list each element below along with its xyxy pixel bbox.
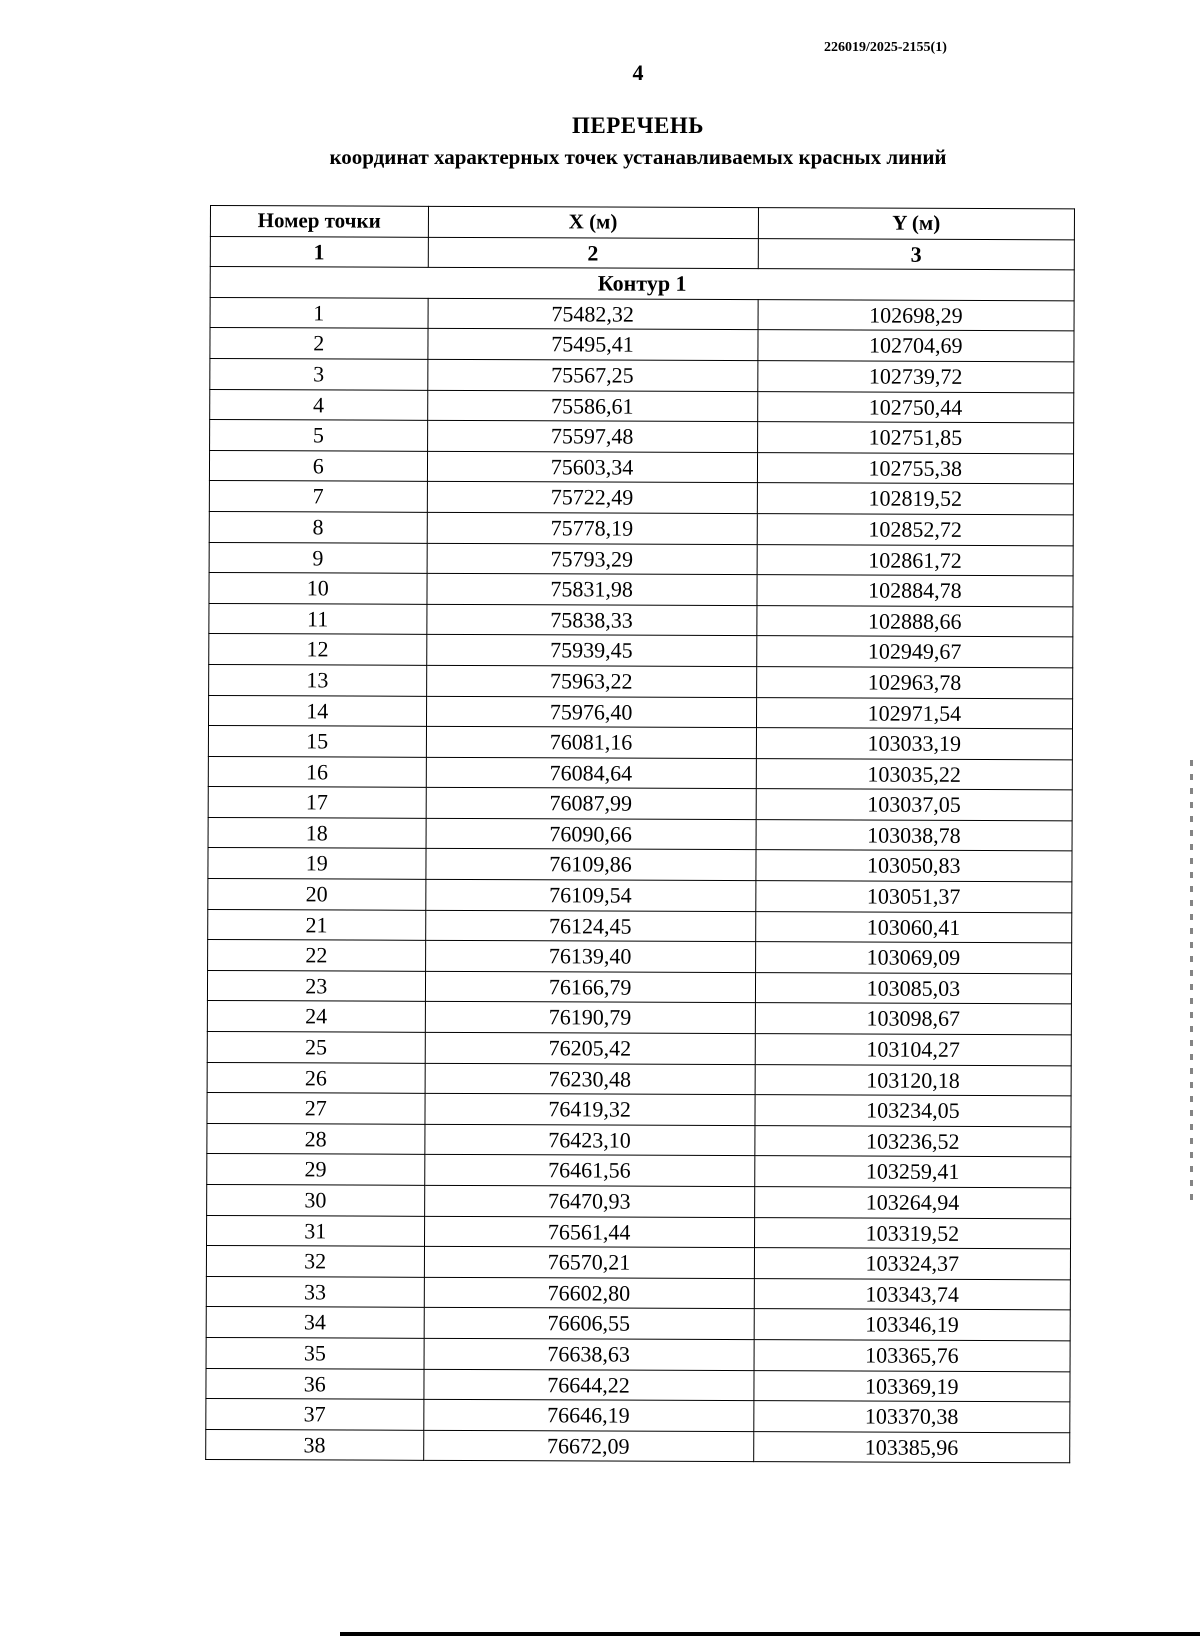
scan-edge-marks — [1190, 760, 1193, 1200]
x-coordinate-cell: 75793,29 — [427, 543, 757, 575]
point-number-cell: 4 — [210, 389, 428, 420]
point-number-cell: 21 — [208, 909, 426, 940]
table-row — [209, 603, 1073, 637]
table-row — [207, 1062, 1071, 1096]
table-row — [207, 1001, 1071, 1035]
y-coordinate-cell: 103369,19 — [754, 1370, 1070, 1402]
table-header-row — [210, 206, 1074, 240]
y-coordinate-cell: 102704,69 — [758, 330, 1074, 362]
y-coordinate-cell: 102698,29 — [758, 299, 1074, 331]
point-number-cell: 26 — [207, 1062, 425, 1093]
table-row — [210, 420, 1074, 454]
table-row — [208, 756, 1072, 790]
point-number-cell: 15 — [208, 726, 426, 757]
x-coordinate-cell: 75963,22 — [426, 665, 756, 697]
contour-row — [210, 267, 1074, 301]
table-row — [208, 909, 1072, 943]
point-number-cell: 25 — [207, 1032, 425, 1063]
table-row — [207, 1154, 1071, 1188]
table-row — [209, 573, 1073, 607]
point-number-cell: 17 — [208, 787, 426, 818]
x-coordinate-cell: 76561,44 — [424, 1216, 754, 1248]
point-number-cell: 22 — [208, 940, 426, 971]
point-number-cell: 9 — [209, 542, 427, 573]
x-coordinate-cell: 75603,34 — [427, 451, 757, 483]
y-coordinate-cell: 103050,83 — [756, 850, 1072, 882]
point-number-cell: 11 — [209, 603, 427, 634]
point-number-cell: 37 — [206, 1399, 424, 1430]
table-row — [206, 1429, 1070, 1463]
table-row — [209, 542, 1073, 576]
table-row — [209, 634, 1073, 668]
header-x: X (м) — [428, 206, 758, 238]
column-number-row — [210, 236, 1074, 270]
document-subtitle: координат характерных точек устанавливаемых красных линий — [329, 145, 947, 169]
x-coordinate-cell: 76190,79 — [425, 1002, 755, 1034]
header-point-number: Номер точки — [210, 206, 428, 237]
point-number-cell: 7 — [209, 481, 427, 512]
header-y: Y (м) — [758, 208, 1074, 240]
y-coordinate-cell: 103037,05 — [756, 789, 1072, 821]
x-coordinate-cell: 76672,09 — [423, 1430, 753, 1462]
table-row — [210, 328, 1074, 362]
point-number-cell: 6 — [209, 450, 427, 481]
y-coordinate-cell: 103324,37 — [754, 1248, 1070, 1280]
table-row — [207, 1093, 1071, 1127]
table-row — [207, 1215, 1071, 1249]
y-coordinate-cell: 102852,72 — [757, 514, 1073, 546]
y-coordinate-cell: 103343,74 — [754, 1278, 1070, 1310]
point-number-cell: 32 — [206, 1246, 424, 1277]
point-number-cell: 36 — [206, 1368, 424, 1399]
point-number-cell: 29 — [207, 1154, 425, 1185]
x-coordinate-cell: 75778,19 — [427, 512, 757, 544]
y-coordinate-cell: 102861,72 — [757, 544, 1073, 576]
x-coordinate-cell: 75722,49 — [427, 482, 757, 514]
point-number-cell: 35 — [206, 1337, 424, 1368]
y-coordinate-cell: 102751,85 — [757, 422, 1073, 454]
x-coordinate-cell: 76090,66 — [426, 818, 756, 850]
y-coordinate-cell: 103085,03 — [755, 972, 1071, 1004]
point-number-cell: 18 — [208, 817, 426, 848]
point-number-cell: 19 — [208, 848, 426, 879]
x-coordinate-cell: 75586,61 — [427, 390, 757, 422]
x-coordinate-cell: 75567,25 — [427, 359, 757, 391]
point-number-cell: 23 — [207, 970, 425, 1001]
x-coordinate-cell: 76139,40 — [425, 941, 755, 973]
point-number-cell: 30 — [207, 1184, 425, 1215]
x-coordinate-cell: 76230,48 — [425, 1063, 755, 1095]
x-coordinate-cell: 75597,48 — [427, 420, 757, 452]
y-coordinate-cell: 102755,38 — [757, 452, 1073, 484]
x-coordinate-cell: 76606,55 — [424, 1308, 754, 1340]
point-number-cell: 10 — [209, 573, 427, 604]
document-id: 226019/2025-2155(1) — [824, 40, 947, 55]
y-coordinate-cell: 102963,78 — [756, 667, 1072, 699]
point-number-cell: 34 — [206, 1307, 424, 1338]
y-coordinate-cell: 103264,94 — [754, 1187, 1070, 1219]
table-row — [209, 664, 1073, 698]
y-coordinate-cell: 103385,96 — [753, 1431, 1069, 1463]
y-coordinate-cell: 103098,67 — [755, 1003, 1071, 1035]
y-coordinate-cell: 103370,38 — [753, 1401, 1069, 1433]
column-number-1: 1 — [210, 236, 428, 267]
point-number-cell: 12 — [209, 634, 427, 665]
y-coordinate-cell: 103069,09 — [755, 942, 1071, 974]
contour-label: Контур 1 — [210, 267, 1074, 301]
y-coordinate-cell: 103259,41 — [754, 1156, 1070, 1188]
x-coordinate-cell: 75939,45 — [426, 635, 756, 667]
y-coordinate-cell: 103033,19 — [756, 728, 1072, 760]
x-coordinate-cell: 76602,80 — [424, 1277, 754, 1309]
point-number-cell: 2 — [210, 328, 428, 359]
x-coordinate-cell: 76205,42 — [425, 1032, 755, 1064]
x-coordinate-cell: 76081,16 — [426, 726, 756, 758]
x-coordinate-cell: 76084,64 — [426, 757, 756, 789]
x-coordinate-cell: 76646,19 — [423, 1399, 753, 1431]
document-title: ПЕРЕЧЕНЬ — [572, 113, 704, 138]
point-number-cell: 33 — [206, 1276, 424, 1307]
y-coordinate-cell: 103038,78 — [756, 819, 1072, 851]
x-coordinate-cell: 76461,56 — [424, 1155, 754, 1187]
point-number-cell: 16 — [208, 756, 426, 787]
table-row — [208, 848, 1072, 882]
coordinates-table — [205, 205, 1075, 1464]
x-coordinate-cell: 75482,32 — [428, 298, 758, 330]
x-coordinate-cell: 76470,93 — [424, 1185, 754, 1217]
y-coordinate-cell: 102819,52 — [757, 483, 1073, 515]
table-row — [207, 1184, 1071, 1218]
point-number-cell: 1 — [210, 297, 428, 328]
table-row — [209, 695, 1073, 729]
x-coordinate-cell: 75831,98 — [426, 573, 756, 605]
x-coordinate-cell: 75495,41 — [427, 329, 757, 361]
x-coordinate-cell: 76419,32 — [424, 1094, 754, 1126]
y-coordinate-cell: 102739,72 — [757, 361, 1073, 393]
table-row — [206, 1337, 1070, 1371]
table-row — [209, 481, 1073, 515]
table-row — [210, 358, 1074, 392]
table-row — [207, 970, 1071, 1004]
y-coordinate-cell: 103060,41 — [755, 911, 1071, 943]
y-coordinate-cell: 102888,66 — [757, 605, 1073, 637]
table-row — [209, 511, 1073, 545]
table-row — [208, 726, 1072, 760]
y-coordinate-cell: 102971,54 — [756, 697, 1072, 729]
x-coordinate-cell: 75838,33 — [426, 604, 756, 636]
x-coordinate-cell: 76166,79 — [425, 971, 755, 1003]
table-row — [208, 817, 1072, 851]
point-number-cell: 24 — [207, 1001, 425, 1032]
point-number-cell: 13 — [209, 664, 427, 695]
table-row — [208, 940, 1072, 974]
table-row — [208, 787, 1072, 821]
y-coordinate-cell: 102884,78 — [757, 575, 1073, 607]
x-coordinate-cell: 76109,54 — [425, 879, 755, 911]
table-row — [206, 1246, 1070, 1280]
page-number: 4 — [632, 60, 644, 85]
y-coordinate-cell: 103319,52 — [754, 1217, 1070, 1249]
point-number-cell: 20 — [208, 879, 426, 910]
table-row — [206, 1368, 1070, 1402]
table-row — [207, 1032, 1071, 1066]
point-number-cell: 38 — [206, 1429, 424, 1460]
y-coordinate-cell: 102750,44 — [757, 391, 1073, 423]
table-row — [207, 1123, 1071, 1157]
point-number-cell: 27 — [207, 1093, 425, 1124]
point-number-cell: 31 — [207, 1215, 425, 1246]
x-coordinate-cell: 76124,45 — [425, 910, 755, 942]
x-coordinate-cell: 76109,86 — [425, 849, 755, 881]
y-coordinate-cell: 103104,27 — [755, 1034, 1071, 1066]
table-row — [206, 1399, 1070, 1433]
point-number-cell: 3 — [210, 358, 428, 389]
y-coordinate-cell: 103035,22 — [756, 758, 1072, 790]
y-coordinate-cell: 103234,05 — [755, 1095, 1071, 1127]
table-row — [210, 297, 1074, 331]
bottom-border-line — [340, 1632, 1200, 1636]
y-coordinate-cell: 103365,76 — [754, 1340, 1070, 1372]
x-coordinate-cell: 76423,10 — [424, 1124, 754, 1156]
y-coordinate-cell: 103051,37 — [755, 881, 1071, 913]
x-coordinate-cell: 76638,63 — [424, 1338, 754, 1370]
y-coordinate-cell: 102949,67 — [756, 636, 1072, 668]
table-row — [209, 450, 1073, 484]
table-row — [206, 1307, 1070, 1341]
x-coordinate-cell: 76644,22 — [423, 1369, 753, 1401]
y-coordinate-cell: 103236,52 — [755, 1125, 1071, 1157]
y-coordinate-cell: 103346,19 — [754, 1309, 1070, 1341]
table-row — [206, 1276, 1070, 1310]
x-coordinate-cell: 76570,21 — [424, 1247, 754, 1279]
y-coordinate-cell: 103120,18 — [755, 1064, 1071, 1096]
table-row — [208, 879, 1072, 913]
column-number-2: 2 — [428, 237, 758, 269]
table-row — [210, 389, 1074, 423]
x-coordinate-cell: 76087,99 — [426, 788, 756, 820]
point-number-cell: 14 — [209, 695, 427, 726]
x-coordinate-cell: 75976,40 — [426, 696, 756, 728]
point-number-cell: 28 — [207, 1123, 425, 1154]
point-number-cell: 8 — [209, 511, 427, 542]
point-number-cell: 5 — [210, 420, 428, 451]
column-number-3: 3 — [758, 238, 1074, 270]
